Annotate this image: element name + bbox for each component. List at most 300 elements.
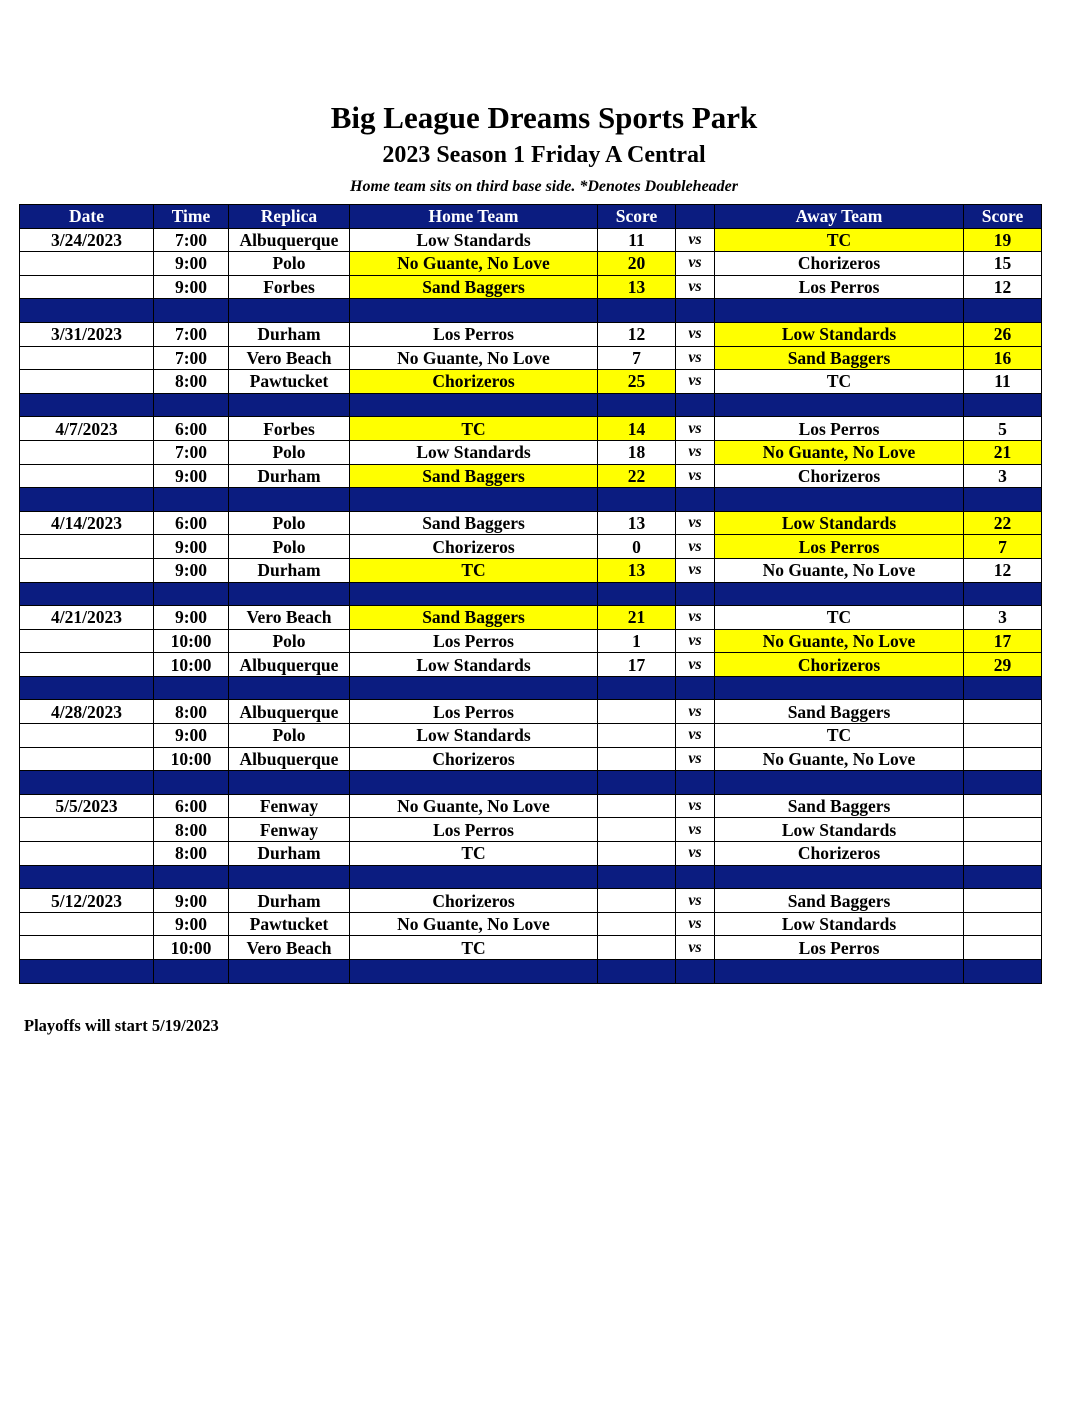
home-score <box>598 700 676 724</box>
home-score: 20 <box>598 252 676 276</box>
page-subtitle: 2023 Season 1 Friday A Central <box>382 142 706 168</box>
away-team: Sand Baggers <box>715 794 964 818</box>
game-time: 8:00 <box>154 370 229 394</box>
home-score <box>598 842 676 866</box>
table-row <box>20 558 1042 582</box>
away-score <box>964 912 1042 936</box>
away-score <box>964 700 1042 724</box>
table-row <box>20 252 1042 276</box>
separator-cell <box>598 771 676 795</box>
separator-cell <box>350 488 598 512</box>
separator-cell <box>229 676 350 700</box>
game-date: 4/21/2023 <box>20 606 154 630</box>
home-team: No Guante, No Love <box>350 346 598 370</box>
game-date: 4/7/2023 <box>20 417 154 441</box>
vs-label: vs <box>676 889 715 913</box>
home-score: 14 <box>598 417 676 441</box>
vs-label: vs <box>676 346 715 370</box>
table-row <box>20 842 1042 866</box>
game-field: Polo <box>229 511 350 535</box>
game-date: 5/12/2023 <box>20 889 154 913</box>
vs-label: vs <box>676 936 715 960</box>
separator-cell <box>964 676 1042 700</box>
table-row <box>20 228 1042 252</box>
week-separator-row <box>20 771 1042 795</box>
away-score <box>964 747 1042 771</box>
col-header-home-team: Home Team <box>350 205 598 229</box>
separator-cell <box>598 393 676 417</box>
separator-cell <box>964 393 1042 417</box>
game-date <box>20 842 154 866</box>
game-date <box>20 912 154 936</box>
schedule-body <box>20 228 1042 983</box>
separator-cell <box>598 299 676 323</box>
vs-label: vs <box>676 653 715 677</box>
table-row <box>20 511 1042 535</box>
game-field: Albuquerque <box>229 228 350 252</box>
table-row <box>20 889 1042 913</box>
week-separator-row <box>20 865 1042 889</box>
game-time: 6:00 <box>154 417 229 441</box>
separator-cell <box>350 393 598 417</box>
home-team: Chorizeros <box>350 535 598 559</box>
away-score: 17 <box>964 629 1042 653</box>
separator-cell <box>20 865 154 889</box>
game-time: 8:00 <box>154 842 229 866</box>
away-team: Low Standards <box>715 818 964 842</box>
vs-label: vs <box>676 322 715 346</box>
game-time: 10:00 <box>154 936 229 960</box>
table-row <box>20 936 1042 960</box>
vs-label: vs <box>676 747 715 771</box>
separator-cell <box>20 393 154 417</box>
separator-cell <box>154 299 229 323</box>
away-score: 22 <box>964 511 1042 535</box>
separator-cell <box>154 488 229 512</box>
home-team: Sand Baggers <box>350 606 598 630</box>
separator-cell <box>676 865 715 889</box>
game-date <box>20 936 154 960</box>
page-title: Big League Dreams Sports Park <box>330 100 758 135</box>
separator-cell <box>154 582 229 606</box>
game-time: 9:00 <box>154 252 229 276</box>
separator-cell <box>350 299 598 323</box>
separator-cell <box>229 960 350 984</box>
game-date <box>20 440 154 464</box>
away-score: 5 <box>964 417 1042 441</box>
away-team: Chorizeros <box>715 252 964 276</box>
table-row <box>20 912 1042 936</box>
vs-label: vs <box>676 464 715 488</box>
away-score: 29 <box>964 653 1042 677</box>
home-score <box>598 794 676 818</box>
game-field: Durham <box>229 322 350 346</box>
home-score: 22 <box>598 464 676 488</box>
vs-label: vs <box>676 700 715 724</box>
col-header-replica: Replica <box>229 205 350 229</box>
away-team: No Guante, No Love <box>715 558 964 582</box>
separator-cell <box>350 582 598 606</box>
game-time: 10:00 <box>154 653 229 677</box>
game-field: Fenway <box>229 818 350 842</box>
away-team: Los Perros <box>715 535 964 559</box>
home-team: Chorizeros <box>350 370 598 394</box>
home-score: 18 <box>598 440 676 464</box>
vs-label: vs <box>676 818 715 842</box>
separator-cell <box>715 960 964 984</box>
vs-label: vs <box>676 228 715 252</box>
home-score: 13 <box>598 558 676 582</box>
table-row <box>20 724 1042 748</box>
away-team: Sand Baggers <box>715 346 964 370</box>
away-team: TC <box>715 370 964 394</box>
home-team: Los Perros <box>350 322 598 346</box>
game-date <box>20 818 154 842</box>
game-time: 10:00 <box>154 747 229 771</box>
game-time: 9:00 <box>154 912 229 936</box>
separator-cell <box>715 488 964 512</box>
game-field: Durham <box>229 464 350 488</box>
game-field: Vero Beach <box>229 346 350 370</box>
separator-cell <box>676 771 715 795</box>
vs-label: vs <box>676 912 715 936</box>
separator-cell <box>676 393 715 417</box>
home-score: 13 <box>598 275 676 299</box>
away-team: Chorizeros <box>715 842 964 866</box>
away-score: 16 <box>964 346 1042 370</box>
table-row <box>20 370 1042 394</box>
col-header-away-team: Away Team <box>715 205 964 229</box>
separator-cell <box>598 676 676 700</box>
separator-cell <box>676 299 715 323</box>
separator-cell <box>676 488 715 512</box>
separator-cell <box>598 865 676 889</box>
game-time: 6:00 <box>154 511 229 535</box>
separator-cell <box>964 960 1042 984</box>
separator-cell <box>20 299 154 323</box>
schedule-table <box>19 204 1042 984</box>
away-team: No Guante, No Love <box>715 440 964 464</box>
game-date <box>20 464 154 488</box>
game-date <box>20 558 154 582</box>
col-header-home-score: Score <box>598 205 676 229</box>
away-score <box>964 724 1042 748</box>
away-team: Low Standards <box>715 322 964 346</box>
home-team: TC <box>350 842 598 866</box>
separator-cell <box>715 299 964 323</box>
game-date <box>20 370 154 394</box>
home-score <box>598 724 676 748</box>
game-field: Vero Beach <box>229 936 350 960</box>
separator-cell <box>676 960 715 984</box>
table-row <box>20 629 1042 653</box>
vs-label: vs <box>676 440 715 464</box>
separator-cell <box>598 960 676 984</box>
vs-label: vs <box>676 370 715 394</box>
away-team: TC <box>715 228 964 252</box>
vs-label: vs <box>676 275 715 299</box>
game-time: 9:00 <box>154 724 229 748</box>
away-team: Low Standards <box>715 912 964 936</box>
playoffs-note: Playoffs will start 5/19/2023 <box>24 1016 219 1035</box>
separator-cell <box>229 488 350 512</box>
separator-cell <box>676 676 715 700</box>
home-team: No Guante, No Love <box>350 252 598 276</box>
game-field: Albuquerque <box>229 747 350 771</box>
home-team: TC <box>350 558 598 582</box>
home-team: Low Standards <box>350 724 598 748</box>
vs-label: vs <box>676 252 715 276</box>
away-score: 11 <box>964 370 1042 394</box>
away-score: 3 <box>964 464 1042 488</box>
home-team: Chorizeros <box>350 889 598 913</box>
game-date: 4/28/2023 <box>20 700 154 724</box>
game-time: 9:00 <box>154 535 229 559</box>
separator-cell <box>350 865 598 889</box>
separator-cell <box>229 865 350 889</box>
game-date <box>20 747 154 771</box>
game-date: 3/31/2023 <box>20 322 154 346</box>
separator-cell <box>229 393 350 417</box>
home-team: No Guante, No Love <box>350 912 598 936</box>
game-date <box>20 724 154 748</box>
separator-cell <box>715 582 964 606</box>
game-field: Polo <box>229 629 350 653</box>
vs-label: vs <box>676 794 715 818</box>
home-team: Sand Baggers <box>350 464 598 488</box>
vs-label: vs <box>676 511 715 535</box>
home-score <box>598 818 676 842</box>
col-header-time: Time <box>154 205 229 229</box>
week-separator-row <box>20 960 1042 984</box>
away-team: No Guante, No Love <box>715 629 964 653</box>
home-team: No Guante, No Love <box>350 794 598 818</box>
away-team: Sand Baggers <box>715 700 964 724</box>
col-header-date: Date <box>20 205 154 229</box>
home-team: Chorizeros <box>350 747 598 771</box>
away-team: Chorizeros <box>715 464 964 488</box>
separator-cell <box>715 771 964 795</box>
separator-cell <box>676 582 715 606</box>
away-score: 12 <box>964 275 1042 299</box>
separator-cell <box>20 488 154 512</box>
home-team: Low Standards <box>350 440 598 464</box>
table-row <box>20 653 1042 677</box>
separator-cell <box>964 865 1042 889</box>
vs-label: vs <box>676 606 715 630</box>
table-row <box>20 417 1042 441</box>
home-team: Sand Baggers <box>350 275 598 299</box>
vs-label: vs <box>676 842 715 866</box>
away-team: Los Perros <box>715 936 964 960</box>
away-score: 7 <box>964 535 1042 559</box>
separator-cell <box>229 771 350 795</box>
game-field: Forbes <box>229 275 350 299</box>
week-separator-row <box>20 299 1042 323</box>
separator-cell <box>20 582 154 606</box>
home-team: Low Standards <box>350 653 598 677</box>
game-time: 8:00 <box>154 818 229 842</box>
separator-cell <box>715 865 964 889</box>
home-score: 13 <box>598 511 676 535</box>
table-row <box>20 346 1042 370</box>
schedule-note: Home team sits on third base side. *Denotes Doubleheader <box>350 178 738 195</box>
away-team: TC <box>715 724 964 748</box>
game-date: 5/5/2023 <box>20 794 154 818</box>
separator-cell <box>964 582 1042 606</box>
table-row <box>20 535 1042 559</box>
home-team: TC <box>350 936 598 960</box>
home-team: Low Standards <box>350 228 598 252</box>
vs-label: vs <box>676 724 715 748</box>
week-separator-row <box>20 393 1042 417</box>
home-team: Los Perros <box>350 818 598 842</box>
separator-cell <box>154 393 229 417</box>
game-time: 7:00 <box>154 346 229 370</box>
away-score <box>964 818 1042 842</box>
home-score: 11 <box>598 228 676 252</box>
separator-cell <box>20 960 154 984</box>
game-date <box>20 275 154 299</box>
game-field: Durham <box>229 558 350 582</box>
table-row <box>20 747 1042 771</box>
away-team: No Guante, No Love <box>715 747 964 771</box>
table-row <box>20 794 1042 818</box>
game-date <box>20 629 154 653</box>
game-field: Polo <box>229 724 350 748</box>
separator-cell <box>154 960 229 984</box>
game-field: Polo <box>229 252 350 276</box>
separator-cell <box>350 960 598 984</box>
game-field: Vero Beach <box>229 606 350 630</box>
separator-cell <box>229 582 350 606</box>
col-header-vs <box>676 205 715 229</box>
game-time: 9:00 <box>154 606 229 630</box>
separator-cell <box>964 771 1042 795</box>
away-score: 12 <box>964 558 1042 582</box>
game-time: 9:00 <box>154 558 229 582</box>
separator-cell <box>715 676 964 700</box>
home-score: 25 <box>598 370 676 394</box>
game-time: 10:00 <box>154 629 229 653</box>
away-team: TC <box>715 606 964 630</box>
game-field: Polo <box>229 440 350 464</box>
home-score <box>598 889 676 913</box>
home-score: 17 <box>598 653 676 677</box>
game-field: Pawtucket <box>229 912 350 936</box>
away-score <box>964 889 1042 913</box>
table-row <box>20 700 1042 724</box>
table-row <box>20 275 1042 299</box>
game-time: 9:00 <box>154 464 229 488</box>
home-score: 12 <box>598 322 676 346</box>
separator-cell <box>154 865 229 889</box>
game-date: 4/14/2023 <box>20 511 154 535</box>
game-date <box>20 252 154 276</box>
home-team: TC <box>350 417 598 441</box>
separator-cell <box>229 299 350 323</box>
game-time: 7:00 <box>154 440 229 464</box>
away-score: 15 <box>964 252 1042 276</box>
vs-label: vs <box>676 558 715 582</box>
game-field: Albuquerque <box>229 653 350 677</box>
home-team: Sand Baggers <box>350 511 598 535</box>
game-field: Pawtucket <box>229 370 350 394</box>
away-score <box>964 936 1042 960</box>
separator-cell <box>20 771 154 795</box>
home-team: Los Perros <box>350 629 598 653</box>
away-team: Los Perros <box>715 417 964 441</box>
game-time: 7:00 <box>154 322 229 346</box>
vs-label: vs <box>676 417 715 441</box>
home-score: 7 <box>598 346 676 370</box>
game-field: Durham <box>229 889 350 913</box>
game-time: 8:00 <box>154 700 229 724</box>
vs-label: vs <box>676 629 715 653</box>
home-score <box>598 912 676 936</box>
table-header-row <box>20 205 1042 229</box>
away-score: 3 <box>964 606 1042 630</box>
separator-cell <box>20 676 154 700</box>
game-time: 6:00 <box>154 794 229 818</box>
game-time: 9:00 <box>154 275 229 299</box>
week-separator-row <box>20 676 1042 700</box>
away-score: 19 <box>964 228 1042 252</box>
game-date: 3/24/2023 <box>20 228 154 252</box>
away-team: Chorizeros <box>715 653 964 677</box>
game-field: Polo <box>229 535 350 559</box>
week-separator-row <box>20 488 1042 512</box>
game-time: 7:00 <box>154 228 229 252</box>
game-field: Albuquerque <box>229 700 350 724</box>
col-header-away-score: Score <box>964 205 1042 229</box>
away-team: Low Standards <box>715 511 964 535</box>
away-score: 21 <box>964 440 1042 464</box>
game-field: Durham <box>229 842 350 866</box>
away-team: Sand Baggers <box>715 889 964 913</box>
table-row <box>20 606 1042 630</box>
home-score <box>598 936 676 960</box>
table-row <box>20 322 1042 346</box>
home-score: 21 <box>598 606 676 630</box>
game-date <box>20 346 154 370</box>
separator-cell <box>598 582 676 606</box>
separator-cell <box>598 488 676 512</box>
away-team: Los Perros <box>715 275 964 299</box>
separator-cell <box>964 488 1042 512</box>
separator-cell <box>715 393 964 417</box>
away-score <box>964 842 1042 866</box>
home-team: Los Perros <box>350 700 598 724</box>
table-row <box>20 440 1042 464</box>
home-score <box>598 747 676 771</box>
separator-cell <box>350 771 598 795</box>
separator-cell <box>154 676 229 700</box>
home-score: 1 <box>598 629 676 653</box>
table-row <box>20 464 1042 488</box>
away-score <box>964 794 1042 818</box>
vs-label: vs <box>676 535 715 559</box>
game-field: Forbes <box>229 417 350 441</box>
week-separator-row <box>20 582 1042 606</box>
game-time: 9:00 <box>154 889 229 913</box>
separator-cell <box>154 771 229 795</box>
away-score: 26 <box>964 322 1042 346</box>
separator-cell <box>350 676 598 700</box>
home-score: 0 <box>598 535 676 559</box>
table-row <box>20 818 1042 842</box>
separator-cell <box>964 299 1042 323</box>
